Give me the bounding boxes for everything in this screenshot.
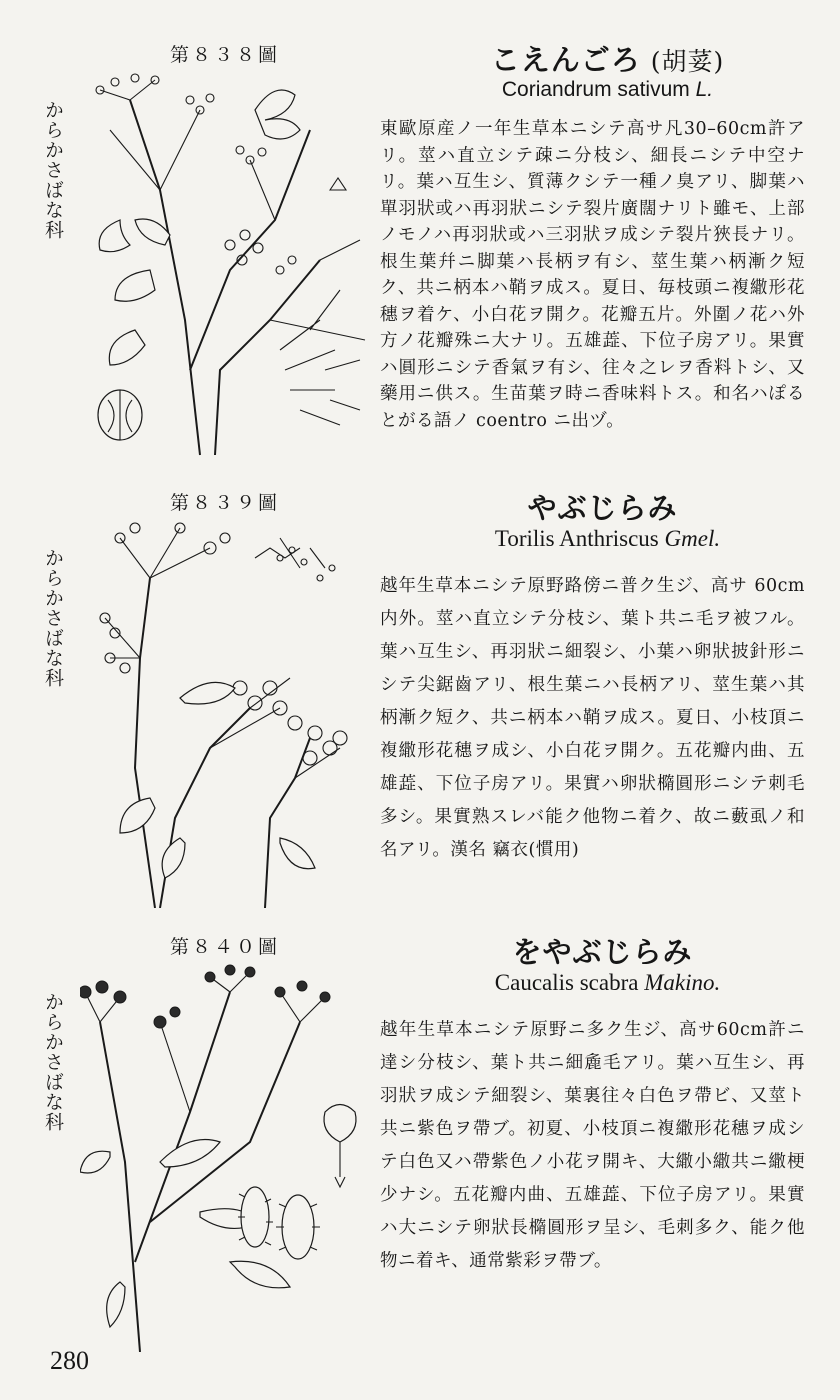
figure-label: 第８３８圖 xyxy=(170,44,281,66)
scientific-name: Coriandrum sativum L. xyxy=(501,78,714,101)
japanese-name: やぶじらみ xyxy=(527,491,678,525)
figure-label: 第８３９圖 xyxy=(170,492,281,514)
family-label: からかさばな科 xyxy=(42,548,64,688)
family-label: からかさばな科 xyxy=(42,100,64,240)
entry-coriandrum xyxy=(0,30,840,460)
japanese-name: をやぶじらみ xyxy=(512,935,693,969)
entry-caucalis xyxy=(0,922,840,1352)
entry-torilis xyxy=(0,478,840,908)
illustration-caucalis xyxy=(80,962,380,1352)
description: 越年生草本ニシテ原野路傍ニ普ク生ジ、高サ 60cm 内外。莖ハ直立シテ分枝シ、葉ト共ニ毛ヲ被フル。葉ハ互生シ、再羽狀ニ細裂シ、小葉ハ卵狀披針形ニシテ尖鋸齒アリ、根生葉ニハ長柄アリ、莖生葉ハ其柄漸ク短ク、共ニ柄本ハ鞘ヲ成ス。夏日、小枝頂ニ複繖形花穗ヲ成シ、小白花ヲ開ク。五花瓣内曲、五雄蕋、下位子房アリ。果實ハ卵狀橢圓形ニシテ刺毛多シ。果實熟スレバ能ク他物ニ着ク、故ニ藪虱ノ和名アリ。漢名 竊衣(慣用) xyxy=(380,576,805,860)
description: 東歐原産ノ一年生草本ニシテ高サ凡30–60cm許アリ。莖ハ直立シテ疎ニ分枝シ、細長ニシテ中空ナリ。葉ハ互生シ、質薄クシテ一種ノ臭アリ、脚葉ハ單羽狀或ハ再羽狀ニシテ裂片廣闊ナリト雖モ、上部ノモノハ再羽狀或ハ三羽狀ヲ成シテ裂片狹長ナリ。根生葉幷ニ脚葉ハ長柄ヲ有シ、莖生葉ハ柄漸ク短ク、共ニ柄本ハ鞘ヲ成ス。夏日、毎枝頭ニ複繖形花穗ヲ着ケ、小白花ヲ開ク。花瓣五片。外圍ノ花ハ外方ノ花瓣殊ニ大ナリ。五雄蕋、下位子房アリ。果實ハ圓形ニシテ香氣ヲ有シ、往々之レヲ香料トシ、又藥用ニ供ス。生苗葉ヲ時ニ香味料トス。和名ハぽるとがる語ノ coentro ニ出ヅ。 xyxy=(380,119,805,431)
scientific-name: Torilis Anthriscus Gmel. xyxy=(494,526,721,551)
illustration-torilis xyxy=(80,518,380,908)
description: 越年生草本ニシテ原野ニ多ク生ジ、高サ60cm許ニ達シ分枝シ、葉ト共ニ細麁毛アリ。葉ハ互生シ、再羽狀ヲ成シテ細裂シ、葉裏往々白色ヲ帶ビ、又莖ト共ニ紫色ヲ帶ブ。初夏、小枝頂ニ複繖形花穗ヲ成シテ白色又ハ帶紫色ノ小花ヲ開キ、大繖小繖共ニ繖梗少ナシ。五花瓣内曲、五雄蕋、下位子房アリ。果實ハ大ニシテ卵狀長橢圓形ヲ呈シ、毛刺多ク、能ク他物ニ着キ、通常紫彩ヲ帶ブ。 xyxy=(380,1020,805,1271)
illustration-coriander xyxy=(80,70,380,460)
japanese-name: こえんごろ (胡荽) xyxy=(490,43,725,77)
page-number: 280 xyxy=(50,1346,89,1375)
family-label: からかさばな科 xyxy=(42,992,64,1132)
kanji-name: (胡荽) xyxy=(650,47,725,76)
figure-label: 第８４０圖 xyxy=(170,936,281,958)
scientific-name: Caucalis scabra Makino. xyxy=(494,970,721,995)
